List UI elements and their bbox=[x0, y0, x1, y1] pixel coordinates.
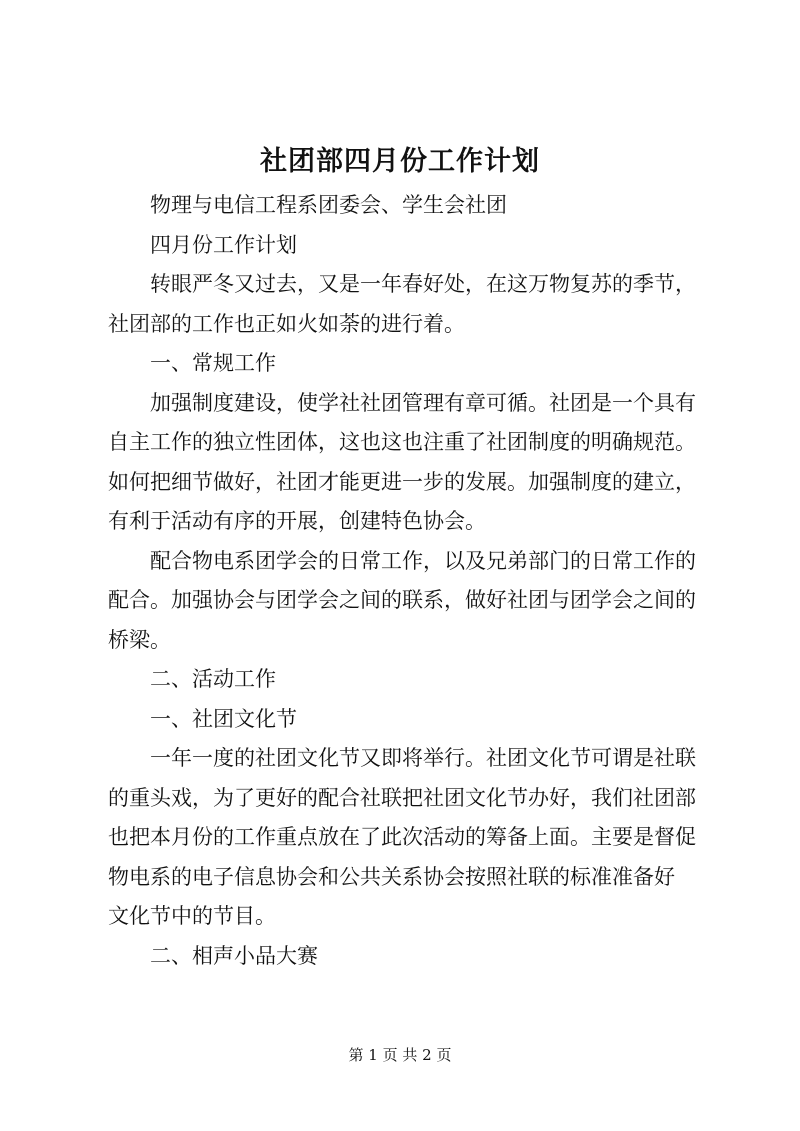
paragraph-line: 转眼严冬又过去，又是一年春好处，在这万物复苏的季节， bbox=[150, 272, 696, 296]
org-line: 物理与电信工程系团委会、学生会社团 bbox=[150, 193, 507, 217]
subtitle-line: 四月份工作计划 bbox=[150, 232, 297, 257]
section1-paragraph-2 bbox=[108, 542, 702, 661]
paragraph-line: 有利于活动有序的开展，创建特色协会。 bbox=[108, 509, 486, 533]
paragraph-line: 如何把细节做好，社团才能更进一步的发展。加强制度的建立， bbox=[108, 469, 696, 494]
subsection1-heading: 一、社团文化节 bbox=[150, 706, 297, 731]
paragraph-line: 一年一度的社团文化节又即将举行。社团文化节可谓是社联 bbox=[150, 746, 696, 770]
paragraph-line: 配合。加强协会与团学会之间的联系，做好社团与团学会之间的 bbox=[108, 588, 696, 612]
subsection1-paragraph bbox=[108, 739, 702, 937]
paragraph-line: 配合物电系团学会的日常工作，以及兄弟部门的日常工作的 bbox=[150, 548, 696, 573]
paragraph-line: 的重头戏，为了更好的配合社联把社团文化节办好，我们社团部 bbox=[108, 785, 696, 810]
paragraph-line: 也把本月份的工作重点放在了此次活动的筹备上面。主要是督促 bbox=[108, 825, 696, 849]
paragraph-line: 物电系的电子信息协会和公共关系协会按照社联的标准准备好 bbox=[108, 864, 675, 889]
paragraph-line: 加强制度建设，使学社社团管理有章可循。社团是一个具有 bbox=[150, 390, 696, 415]
paragraph-line: 社团部的工作也正如火如荼的进行着。 bbox=[108, 311, 465, 336]
document-title: 社团部四月份工作计划 bbox=[260, 146, 540, 177]
paragraph-line: 桥梁。 bbox=[108, 627, 171, 652]
intro-paragraph bbox=[108, 265, 702, 344]
section1-paragraph-1 bbox=[108, 384, 702, 542]
page-footer: 第 1 页 共 2 页 bbox=[348, 1046, 452, 1064]
document-body bbox=[108, 186, 702, 976]
paragraph-line: 自主工作的独立性团体，这也这也注重了社团制度的明确规范。 bbox=[108, 430, 696, 454]
subsection2-heading: 二、相声小品大赛 bbox=[150, 943, 318, 968]
section1-heading: 一、常规工作 bbox=[150, 351, 276, 375]
section2-heading: 二、活动工作 bbox=[150, 667, 276, 691]
paragraph-line: 文化节中的节目。 bbox=[108, 904, 276, 928]
